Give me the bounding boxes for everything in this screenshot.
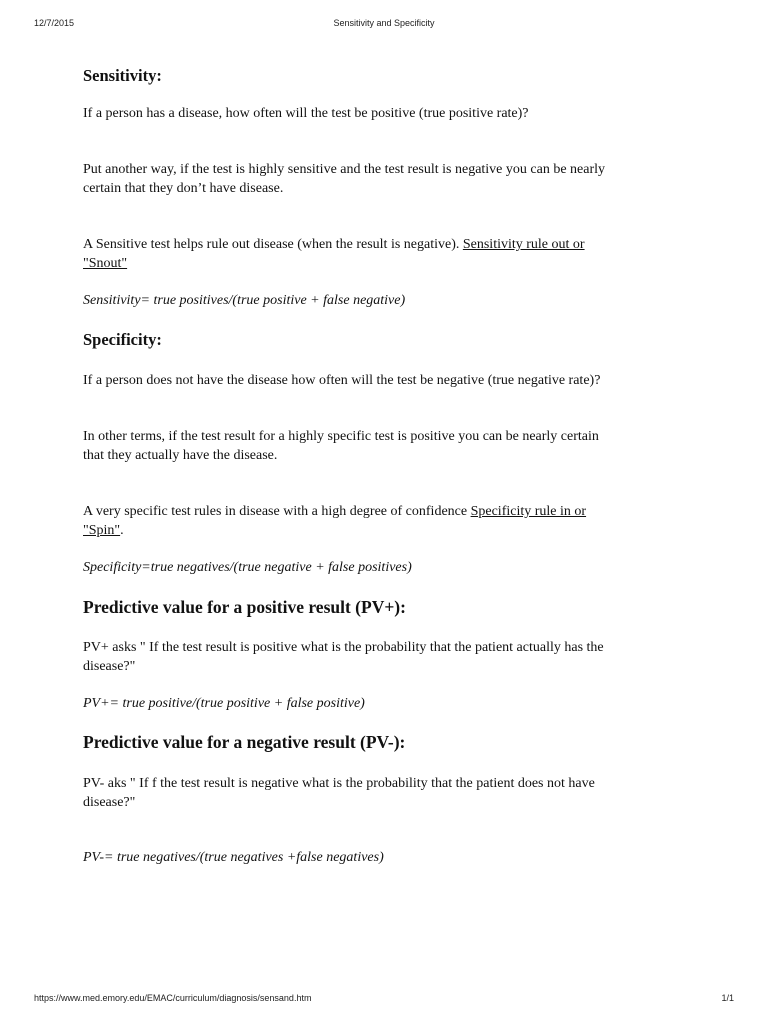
pv-positive-formula: PV+= true positive/(true positive + false positive) — [83, 696, 365, 711]
sensitivity-explanation-line2: certain that they don’t have disease. — [83, 181, 284, 196]
snout-link[interactable]: Sensitivity rule out or — [462, 237, 585, 252]
snout-link-continued[interactable]: "Snout" — [83, 256, 128, 271]
pv-negative-question-line2: disease?" — [83, 795, 136, 810]
pv-positive-question — [83, 638, 683, 676]
pv-positive-question-line1: PV+ asks " If the test result is positive what is the probability that the patient actually has the — [83, 640, 604, 655]
specificity-explanation — [83, 427, 683, 465]
sensitivity-formula: Sensitivity= true positives/(true positive + false negative) — [83, 293, 406, 308]
sensitivity-rule — [83, 235, 683, 273]
specificity-section — [83, 330, 683, 350]
print-date: 12/7/2015 — [34, 18, 75, 28]
pv-negative-formula: PV-= true negatives/(true negatives +false negatives) — [83, 850, 384, 865]
print-page-number: 1/1 — [721, 993, 734, 1003]
sensitivity-explanation-line1: Put another way, if the test is highly sensitive and the test result is negative you can be nearly — [83, 162, 606, 177]
sensitivity-heading: Sensitivity: — [83, 66, 162, 85]
spin-link[interactable]: Specificity rule in or — [470, 504, 587, 519]
sensitivity-question: If a person has a disease, how often will the test be positive (true positive rate)? — [83, 106, 529, 121]
print-title: Sensitivity and Specificity — [333, 18, 435, 28]
pv-negative-question-line1: PV- aks " If f the test result is negative what is the probability that the patient does not have — [83, 776, 595, 791]
spin-link-continued[interactable]: "Spin" — [83, 523, 121, 538]
specificity-rule — [83, 502, 683, 540]
specificity-explanation-line2: that they actually have the disease. — [83, 448, 278, 463]
sensitivity-section — [83, 66, 683, 86]
pv-positive-heading: Predictive value for a positive result (PV+): — [83, 597, 406, 617]
pv-positive-question-line2: disease?" — [83, 659, 136, 674]
specificity-rule-end: . — [120, 523, 124, 538]
specificity-rule-text: A very specific test rules in disease with a high degree of confidence — [83, 504, 471, 519]
pv-negative-heading: Predictive value for a negative result (PV-): — [83, 732, 406, 752]
pv-negative-question — [83, 774, 683, 812]
pv-positive-section — [83, 597, 683, 617]
specificity-formula: Specificity=true negatives/(true negative + false positives) — [83, 560, 412, 575]
sensitivity-explanation — [83, 160, 683, 198]
sensitivity-rule-text: A Sensitive test helps rule out disease (when the result is negative). — [83, 237, 463, 252]
pv-negative-section — [83, 732, 683, 752]
specificity-heading: Specificity: — [83, 330, 162, 349]
specificity-explanation-line1: In other terms, if the test result for a highly specific test is positive you can be nearly certain — [83, 429, 599, 444]
print-url: https://www.med.emory.edu/EMAC/curriculum/diagnosis/sensand.htm — [34, 993, 312, 1003]
specificity-question: If a person does not have the disease how often will the test be negative (true negative rate)? — [83, 373, 601, 388]
